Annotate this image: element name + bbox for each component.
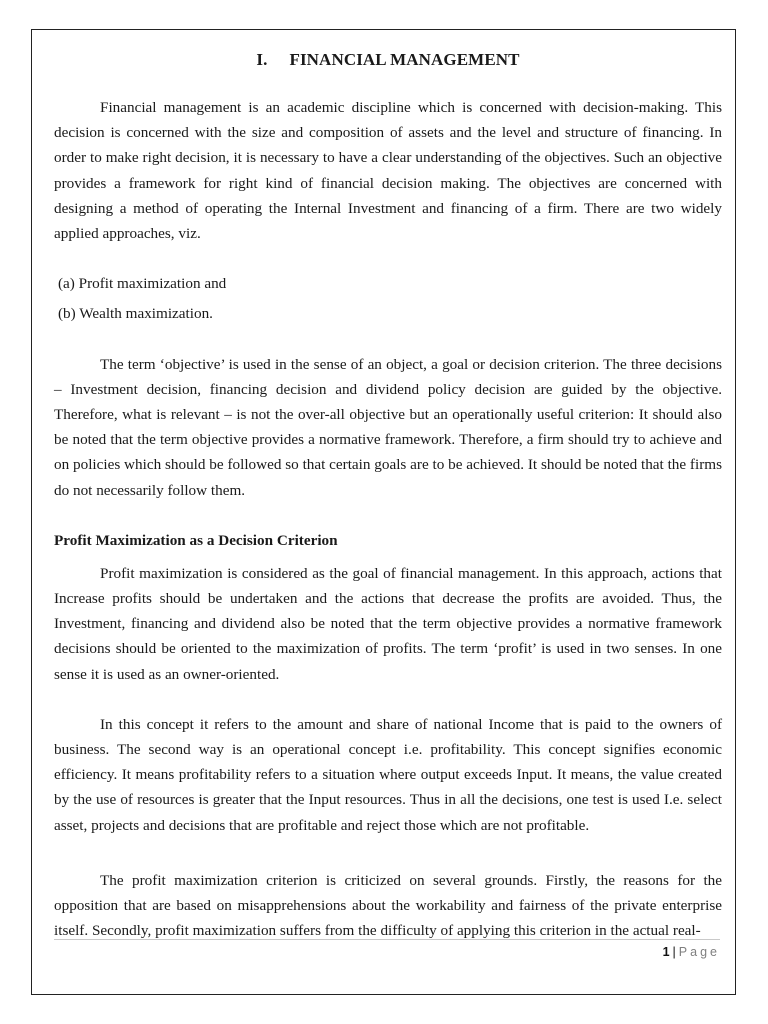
title-text: FINANCIAL MANAGEMENT bbox=[289, 50, 520, 69]
footer-separator: | bbox=[672, 945, 676, 959]
page-label: Page bbox=[678, 945, 720, 959]
page-number: 1 bbox=[662, 945, 670, 959]
approach-item-b: (b) Wealth maximization. bbox=[58, 305, 213, 323]
document-title bbox=[54, 45, 722, 75]
paragraph-intro: Financial management is an academic discipline which is concerned with decision-making. This decision is concerned with the size and composition of assets and the level and structure of financing. In order to make right decision, it is necessary to have a clear understanding of the objectives. Such an objective provides a framework for right kind of financial decision making. The objectives are concerned with designing a method of operating the Internal Investment and financing of a firm. There are two widely applied approaches, viz. bbox=[54, 99, 722, 243]
paragraph-profit-goal: Profit maximization is considered as the goal of financial management. In this approach, actions that Increase profits should be undertaken and the actions that decrease the profits are avoided. Thus, the Investment, financing and dividend also be noted that the term objective provides a normative framework decisions should be oriented to the maximization of profits. The term ‘profit’ is used in two senses. In one sense it is used as an owner-oriented. bbox=[54, 564, 722, 683]
paragraph-criticism: The profit maximization criterion is criticized on several grounds. Firstly, the reasons for the opposition that are based on misapprehensions about the workability and fairness of the private enterprise itself. Secondly, profit maximization suffers from the difficulty of applying this criterion in the actual real- bbox=[54, 871, 722, 940]
paragraph-concept: In this concept it refers to the amount and share of national Income that is paid to the owners of business. The second way is an operational concept i.e. profitability. This concept signifies economic efficiency. It means profitability refers to a situation where output exceeds Input. It means, the value created by the use of resources is greater that the Input resources. Thus in all the decisions, one test is used I.e. select asset, projects and decisions that are profitable and reject those which are not profitable. bbox=[54, 715, 722, 834]
section-number: I. bbox=[256, 50, 268, 69]
section-subheading: Profit Maximization as a Decision Criterion bbox=[54, 531, 338, 549]
paragraph-objective: The term ‘objective’ is used in the sense of an object, a goal or decision criterion. The three decisions – Investment decision, financing decision and dividend policy decision are guided by the objective. Therefore, what is relevant – is not the over-all objective but an operationally useful criterion: It should also be noted that the term objective provides a normative framework. Therefore, a firm should try to achieve and on policies which should be followed so that certain goals are to be achieved. It should be noted that the firms do not necessarily follow them. bbox=[54, 355, 722, 499]
document-body bbox=[54, 45, 722, 943]
page-footer bbox=[54, 939, 720, 963]
approach-item-a: (a) Profit maximization and bbox=[58, 275, 227, 293]
